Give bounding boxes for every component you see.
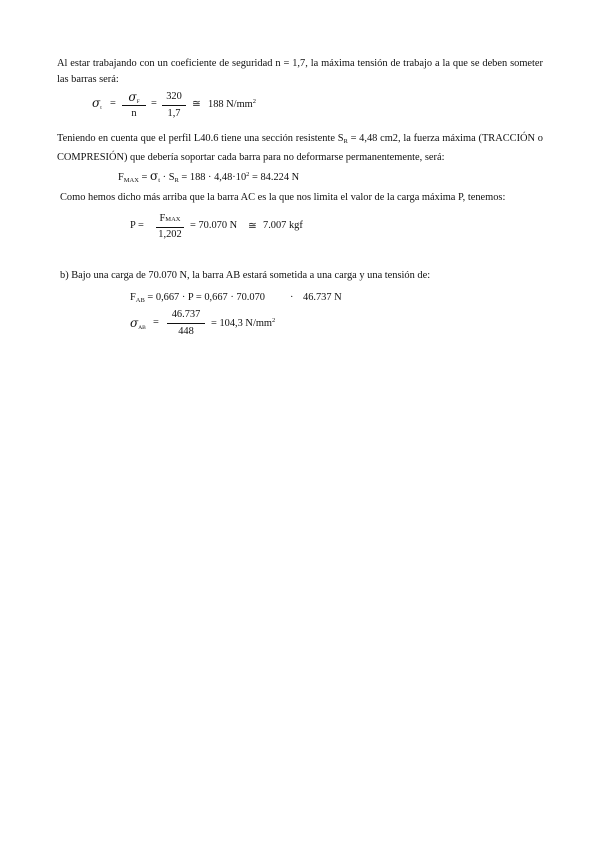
paragraph-part-b: b) Bajo una carga de 70.070 N, la barra AB estará sometida a una carga y una tensión de: xyxy=(60,270,431,281)
paragraph-safety-factor: Al estar trabajando con un coeficiente de seguridad n = 1,7, la máxima tensión de trabajo a la que se deben someter las barras será: xyxy=(57,58,543,85)
fraction-denominator-1-7: 1,7 xyxy=(167,108,181,119)
equals-sign: = xyxy=(151,98,157,109)
paragraph-bar-ac: Como hemos dicho más arriba que la barra AC es la que nos limita el valor de la carga máxima P, tenemos: xyxy=(60,192,506,203)
result-46737: 46.737 N xyxy=(303,292,342,303)
result-70070: = 70.070 N xyxy=(190,220,238,231)
fraction-numerator-320: 320 xyxy=(166,91,182,102)
fraction-n-denominator: n xyxy=(131,108,137,119)
fraction-numerator-46737: 46.737 xyxy=(171,309,201,320)
fraction-denominator-448: 448 xyxy=(178,326,194,337)
equation-force-ab: $F_{AB} = 0,667 \cdot P = 0,667 \cdot 70.070$ xyxy=(130,292,265,304)
fraction-fmax-numerator: FMAX xyxy=(159,213,181,224)
fraction-bar xyxy=(156,227,184,228)
fraction-denominator-1-202: 1,202 xyxy=(158,229,182,240)
approx-sign: ≅ xyxy=(248,221,257,232)
approx-sign: ≅ xyxy=(192,99,201,110)
fraction-bar xyxy=(122,105,146,106)
fraction-bar xyxy=(167,323,205,324)
equation-max-force: $F_{MAX} = \sigma_t \cdot S_R = 188 \cdot 4,48\cdot 10^2 = 84.224$ N xyxy=(118,169,300,184)
p-equals: P = xyxy=(130,220,144,231)
equals-sign: = xyxy=(153,317,159,328)
result-7007-kgf: 7.007 kgf xyxy=(263,220,303,231)
result-104-3: = 104,3 $N/mm^2$ xyxy=(211,317,276,329)
result-188: 188 $N/mm^2$ xyxy=(208,98,256,110)
paragraph-section-resistance: Teniendo en cuenta que el perfil L40.6 tiene una sección resistente $S_R = 4,48$ cm2, la fuerza máxima (TRACCIÓN o COMPRESIÓN) que debería soportar cada barra para no deformarse permanentemente, será: xyxy=(57,133,543,163)
fraction-bar xyxy=(162,105,186,106)
fraction-sigma-f-numerator: σF xyxy=(128,90,140,105)
sigma-ab-symbol: σAB xyxy=(130,316,146,331)
equals-sign: = xyxy=(110,98,116,109)
sigma-t-symbol: σt xyxy=(92,96,102,111)
dot-sign: · xyxy=(290,292,294,303)
